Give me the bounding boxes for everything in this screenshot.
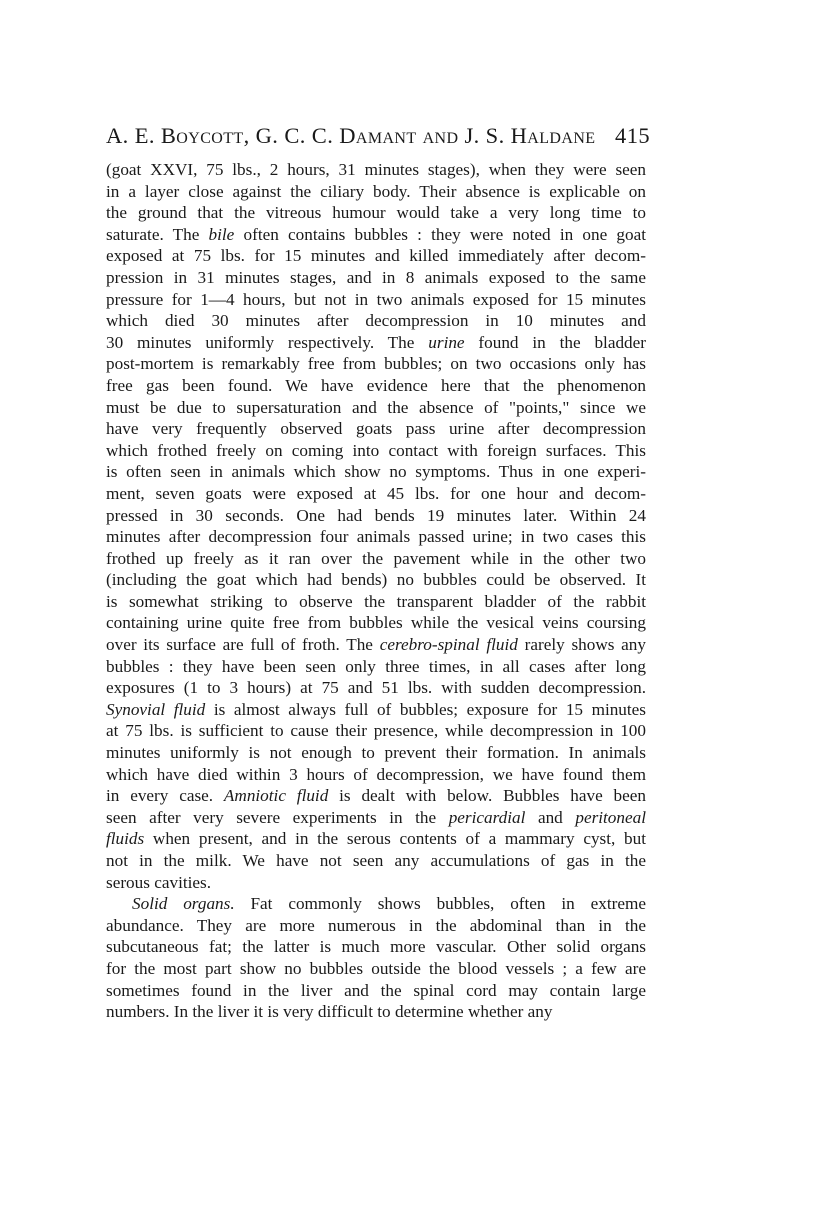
text-line: frothed up freely as it ran over the pavement while in the other two xyxy=(106,548,646,568)
text-line: fluids when present, and in the serous contents of a mammary cyst, but xyxy=(106,829,646,849)
text-line: Synovial fluid is almost always full of bubbles; exposure for 15 minutes xyxy=(106,699,646,719)
text-line: post-mortem is remarkably free from bubbles; on two occasions only has xyxy=(106,354,646,374)
page-number: 415 xyxy=(615,123,650,148)
text-line: ment, seven goats were exposed at 45 lbs. for one hour and decom- xyxy=(106,483,646,503)
text-line: is somewhat striking to observe the transparent bladder of the rabbit xyxy=(106,591,646,611)
text-line: minutes after decompression four animals passed urine; in two cases this xyxy=(106,527,646,547)
text-line: containing urine quite free from bubbles while the vesical veins coursing xyxy=(106,613,646,633)
text-line: in a layer close against the ciliary body. Their absence is explicable on xyxy=(106,181,646,201)
text-line: Solid organs. Fat commonly shows bubbles, often in extreme xyxy=(132,894,646,914)
text-line: is often seen in animals which show no symptoms. Thus in one experi- xyxy=(106,462,646,482)
text-line: abundance. They are more numerous in the abdominal than in the xyxy=(106,915,646,935)
text-line: serous cavities. xyxy=(106,872,212,892)
text-line: (goat XXVI, 75 lbs., 2 hours, 31 minutes stages), when they were seen xyxy=(106,160,646,179)
text-line: pressure for 1—4 hours, but not in two animals exposed for 15 minutes xyxy=(106,289,646,309)
text-line: subcutaneous fat; the latter is much more vascular. Other solid organs xyxy=(106,937,646,957)
text-line: numbers. In the liver it is very difficult to determine whether any xyxy=(106,1002,553,1022)
text-line: must be due to supersaturation and the absence of "points," since we xyxy=(106,397,646,417)
text-line: seen after very severe experiments in the pericardial and peritoneal xyxy=(106,807,646,827)
text-line: over its surface are full of froth. The cerebro-spinal fluid rarely shows any xyxy=(106,635,646,655)
text-line: minutes uniformly is not enough to prevent their formation. In animals xyxy=(106,743,646,763)
text-line: exposures (1 to 3 hours) at 75 and 51 lbs. with sudden decompression. xyxy=(106,678,646,698)
text-line: for the most part show no bubbles outside the blood vessels ; a few are xyxy=(106,958,646,978)
text-line: free gas been found. We have evidence here that the phenomenon xyxy=(106,375,646,395)
text-line: exposed at 75 lbs. for 15 minutes and killed immediately after decom- xyxy=(106,246,646,266)
text-line: sometimes found in the liver and the spinal cord may contain large xyxy=(106,980,646,1000)
text-line: 30 minutes uniformly respectively. The urine found in the bladder xyxy=(106,332,646,352)
text-line: at 75 lbs. is sufficient to cause their presence, while decompression in 100 xyxy=(106,721,646,741)
running-header-authors: A. E. Boycott, G. C. C. Damant and J. S. Haldane xyxy=(106,123,596,148)
text-line: bubbles : they have been seen only three times, in all cases after long xyxy=(106,656,646,676)
body-text xyxy=(106,159,646,1023)
text-line: which died 30 minutes after decompression in 10 minutes and xyxy=(106,311,646,331)
text-line: not in the milk. We have not seen any accumulations of gas in the xyxy=(106,851,646,870)
text-line: pression in 31 minutes stages, and in 8 animals exposed to the same xyxy=(106,267,646,287)
text-line: which have died within 3 hours of decompression, we have found them xyxy=(106,764,646,784)
text-line: saturate. The bile often contains bubbles : they were noted in one goat xyxy=(106,224,646,244)
text-line: pressed in 30 seconds. One had bends 19 minutes later. Within 24 xyxy=(106,505,646,525)
text-line: (including the goat which had bends) no bubbles could be observed. It xyxy=(106,570,646,590)
running-header xyxy=(106,123,650,149)
text-line: have very frequently observed goats pass urine after decompression xyxy=(106,419,646,439)
text-line: in every case. Amniotic fluid is dealt with below. Bubbles have been xyxy=(106,786,646,806)
text-line: which frothed freely on coming into contact with foreign surfaces. This xyxy=(106,440,646,460)
text-line: the ground that the vitreous humour would take a very long time to xyxy=(106,203,646,223)
